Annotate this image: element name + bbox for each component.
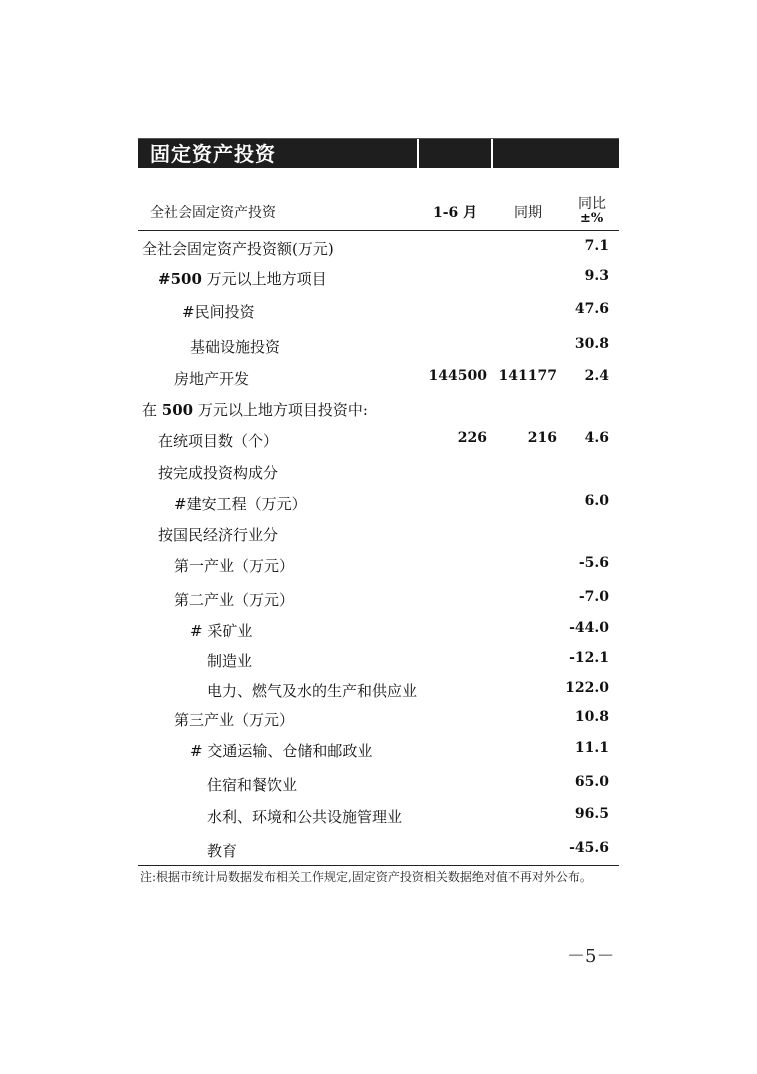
row-value-v3: 65.0 [574,774,609,790]
table-row [0,740,757,764]
row-label: 第二产业（万元） [174,591,295,609]
row-label: #民间投资 [182,303,255,321]
footnote: 注:根据市统计局数据发布相关工作规定,固定资产投资相关数据绝对值不再对外公布。 [140,870,592,884]
title-divider [417,139,419,168]
table-row [0,680,757,704]
table-row [0,806,757,830]
row-value-v3: -12.1 [569,650,609,666]
row-value-v3: 9.3 [584,268,609,284]
row-label: 第三产业（万元） [174,711,295,729]
table-row [0,555,757,579]
table-row [0,399,757,423]
row-value-v3: 96.5 [574,806,609,822]
row-value-v3: 6.0 [584,493,609,509]
row-label: 房地产开发 [174,370,250,388]
row-value-v1: 144500 [428,368,487,384]
table-row [0,268,757,292]
page-number: －5－ [567,946,615,967]
table-row [0,620,757,644]
row-label: 电力、燃气及水的生产和供应业 [207,682,418,700]
header-item-name: 全社会固定资产投资 [150,205,276,221]
table-row [0,238,757,262]
row-value-v3: 7.1 [584,238,609,254]
row-label: 水利、环境和公共设施管理业 [207,808,403,826]
header-yoy-unit: ±% [580,211,604,226]
row-label: 制造业 [207,652,253,670]
row-label: 第一产业（万元） [174,557,295,575]
row-value-v2: 216 [527,430,557,446]
table-row [0,589,757,613]
row-label: 全社会固定资产投资额(万元) [142,240,334,258]
row-value-v3: 122.0 [565,680,609,696]
row-value-v3: -5.6 [578,555,609,571]
table-row [0,368,757,392]
row-label: # 采矿业 [190,622,253,640]
section-title: 固定资产投资 [150,142,276,166]
table-row [0,774,757,798]
row-value-v3: 10.8 [574,709,609,725]
table-row [0,493,757,517]
row-label: #建安工程（万元） [174,495,307,513]
row-value-v3: 47.6 [574,301,609,317]
row-label: # 交通运输、仓储和邮政业 [190,742,373,760]
table-row [0,336,757,360]
header-period: 1-6 月 [433,205,478,221]
title-divider [491,139,493,168]
row-label: 在 500 万元以上地方项目投资中: [142,401,368,419]
row-value-v1: 226 [457,430,487,446]
footer-rule [138,865,619,866]
row-value-v3: -45.6 [569,840,609,856]
row-label: 在统项目数（个） [158,432,279,450]
table-row [0,462,757,486]
table-row [0,430,757,454]
header-rule [138,230,619,231]
table-row [0,301,757,325]
table-row [0,524,757,548]
row-label: 按国民经济行业分 [158,526,279,544]
header-same-period: 同期 [514,205,542,221]
row-label: 教育 [207,842,238,860]
row-value-v2: 141177 [498,368,557,384]
row-value-v3: 11.1 [574,740,609,756]
table-row [0,650,757,674]
section-title-bar [138,138,619,168]
row-value-v3: 4.6 [584,430,609,446]
row-value-v3: 30.8 [574,336,609,352]
table-row [0,709,757,733]
row-label: #500 万元以上地方项目 [158,270,327,288]
row-value-v3: -7.0 [578,589,609,605]
table-row [0,840,757,864]
header-yoy: 同比 [578,196,606,212]
row-value-v3: -44.0 [569,620,609,636]
row-value-v3: 2.4 [584,368,609,384]
row-label: 按完成投资构成分 [158,464,279,482]
row-label: 基础设施投资 [190,338,281,356]
row-label: 住宿和餐饮业 [207,776,298,794]
